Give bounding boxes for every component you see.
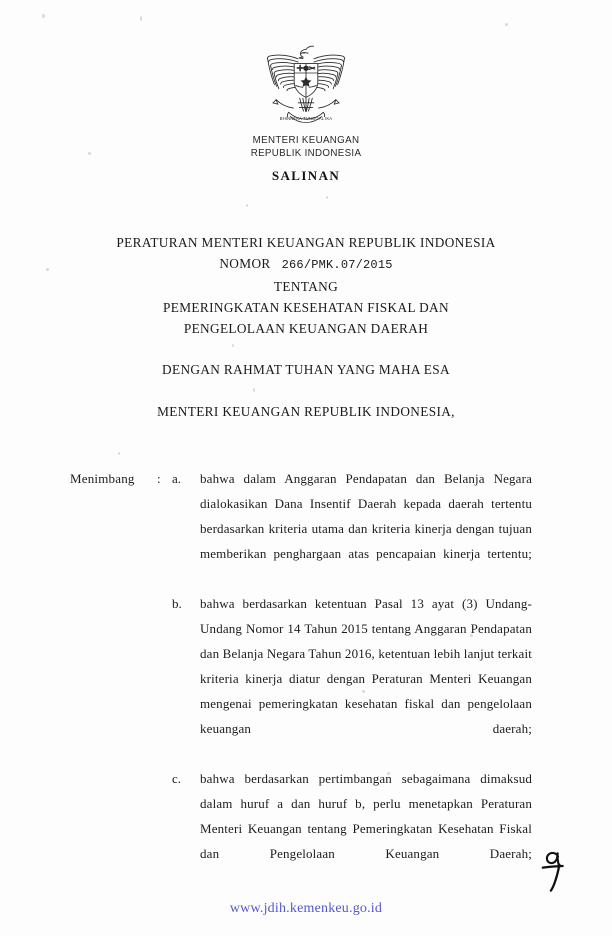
letterhead (0, 40, 612, 184)
svg-text:BHINNEKA TUNGGAL IKA: BHINNEKA TUNGGAL IKA (279, 115, 333, 121)
blessing-line: DENGAN RAHMAT TUHAN YANG MAHA ESA (162, 362, 450, 377)
scan-speck (232, 344, 234, 347)
item-text-a: bahwa dalam Anggaran Pendapatan dan Belanja Negara dialokasikan Dana Insentif Daerah kepada daerah tertentu berdasarkan kriteria utama dan kriteria kinerja dengan tujuan memberikan penghargaan atas pencapaian kinerja tertentu; (200, 471, 532, 561)
ministry-caption (21, 134, 590, 159)
scan-speck (326, 196, 328, 199)
consideration-item-a (70, 466, 532, 591)
garuda-pancasila-emblem (258, 40, 354, 128)
regulation-title-block (56, 232, 556, 339)
scan-speck (246, 204, 248, 207)
consideration-item-c (70, 766, 532, 891)
scan-speck (505, 23, 508, 26)
considerations-colon: : (157, 471, 161, 486)
item-letter-b: b. (172, 596, 182, 611)
footer-url[interactable]: www.jdih.kemenkeu.go.id (229, 901, 383, 916)
scan-speck (118, 452, 120, 455)
issuing-authority-line: MENTERI KEUANGAN REPUBLIK INDONESIA, (157, 404, 455, 419)
regulation-number-line (56, 253, 556, 276)
copy-stamp: SALINAN (271, 168, 341, 183)
scan-speck (140, 16, 142, 21)
nomor-label: NOMOR (219, 256, 271, 271)
considerations-section (70, 466, 532, 891)
ministry-caption-line2: REPUBLIK INDONESIA (250, 146, 362, 159)
considerations-label: Menimbang (70, 471, 135, 486)
regulation-title: PERATURAN MENTERI KEUANGAN REPUBLIK INDONESIA (116, 235, 496, 250)
item-letter-a: a. (172, 471, 182, 486)
item-text-b: bahwa berdasarkan ketentuan Pasal 13 ayat (3) Undang-Undang Nomor 14 Tahun 2015 tentang Anggaran Pendapatan dan Belanja Negara Tahun 2016, ketentuan lebih lanjut terkait kriteria kinerja diatur dengan Peraturan Menteri Keuangan mengenai pemeringkatan kesehatan fiskal dan pengelolaan keuangan daerah; (200, 596, 532, 736)
handwritten-initial-mark (528, 846, 584, 908)
tentang-label: TENTANG (273, 279, 339, 294)
scan-speck (253, 388, 255, 392)
regulation-subject-line1: PEMERINGKATAN KESEHATAN FISKAL DAN (163, 300, 449, 315)
scan-speck (46, 268, 49, 271)
regulation-subject-line2: PENGELOLAAN KEUANGAN DAERAH (183, 321, 429, 336)
item-letter-c: c. (172, 771, 182, 786)
consideration-item-b (70, 591, 532, 766)
item-text-c: bahwa berdasarkan pertimbangan sebagaimana dimaksud dalam huruf a dan huruf b, perlu menetapkan Peraturan Menteri Keuangan tentang Pemeringkatan Kesehatan Fiskal dan Pengelolaan Keuangan Daerah; (200, 771, 532, 861)
scan-speck (42, 14, 45, 18)
ministry-caption-line1: MENTERI KEUANGAN (252, 134, 360, 146)
nomor-value: 266/PMK.07/2015 (281, 258, 393, 272)
